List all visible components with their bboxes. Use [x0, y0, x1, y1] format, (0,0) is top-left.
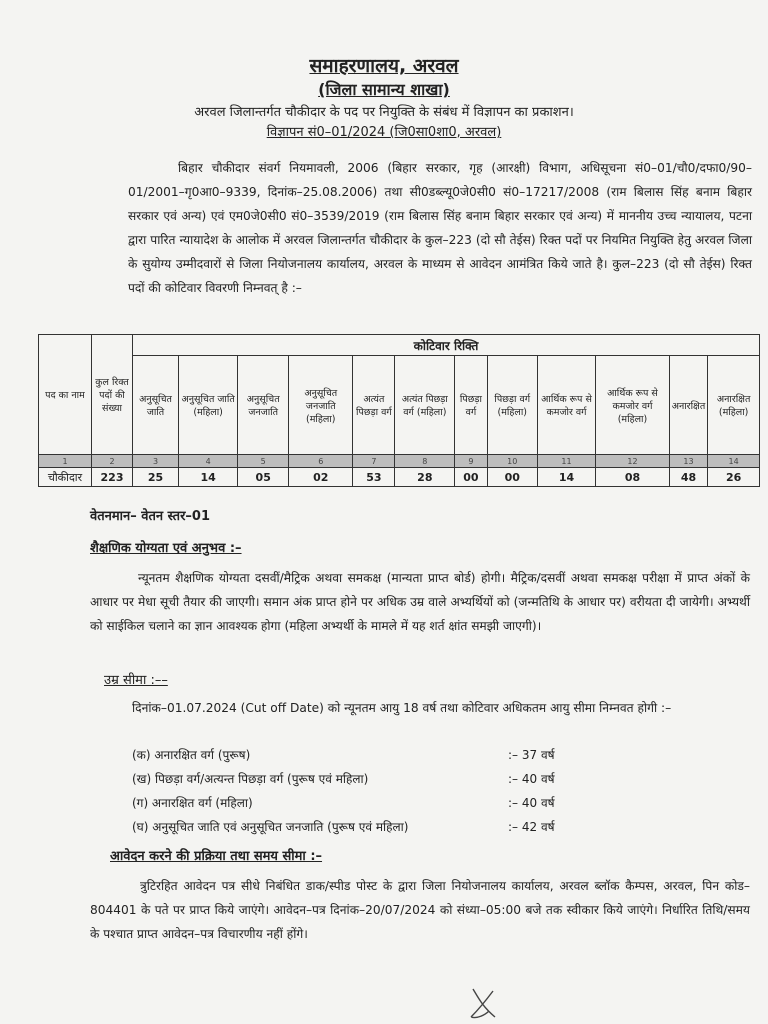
column-index: 11	[537, 455, 595, 468]
column-index: 1	[39, 455, 92, 468]
column-index: 6	[289, 455, 353, 468]
vacancy-value-cell: 25	[133, 468, 179, 487]
age-limit-label: (ख) पिछड़ा वर्ग/अत्यन्त पिछड़ा वर्ग (पुरूष एवं महिला)	[132, 772, 369, 786]
total-cell: 223	[92, 468, 133, 487]
category-group-header: कोटिवार रिक्ति	[133, 335, 760, 356]
post-name-cell: चौकीदार	[39, 468, 92, 487]
category-header: पिछड़ा वर्ग	[455, 356, 488, 455]
vacancy-value-cell: 00	[487, 468, 537, 487]
age-limit-label: (घ) अनुसूचित जाति एवं अनुसूचित जनजाति (पुरूष एवं महिला)	[132, 820, 409, 834]
column-index: 3	[133, 455, 179, 468]
category-header: अत्यंत पिछड़ा वर्ग (महिला)	[395, 356, 455, 455]
age-limit-label: (क) अनारक्षित वर्ग (पुरूष)	[132, 748, 251, 762]
age-limit-label: (ग) अनारक्षित वर्ग (महिला)	[132, 796, 253, 810]
vacancy-value-cell: 08	[596, 468, 669, 487]
age-limit-value: :– 40 वर्ष	[508, 772, 555, 786]
application-text: त्रुटिरहित आवेदन पत्र सीधे निबंधित डाक/स्पीड पोस्ट के द्वारा जिला नियोजनालय कार्यालय, अरवल ब्लॉक कैम्पस, अरवल, पिन कोड–804401 के पते पर प्राप्त किये जाएंगे। आवेदन–पत्र दिनांक–20/07/2024 को संध्या–05:00 बजे तक स्वीकार किये जाएंगे। निर्धारित तिथि/समय के पश्चात प्राप्त आवेदन–पत्र विचारणीय नहीं होंगे।	[90, 879, 750, 941]
category-header: अनुसूचित जनजाति (महिला)	[289, 356, 353, 455]
age-text: दिनांक–01.07.2024 (Cut off Date) को न्यूनतम आयु 18 वर्ष तथा कोटिवार अधिकतम आयु सीमा निम्नवत होगी :–	[132, 701, 672, 715]
category-header: आर्थिक रूप से कमजोर वर्ग	[537, 356, 595, 455]
vacancy-value-cell: 28	[395, 468, 455, 487]
column-index: 9	[455, 455, 488, 468]
vacancy-value-cell: 00	[455, 468, 488, 487]
category-header: अत्यंत पिछड़ा वर्ग	[353, 356, 395, 455]
age-limit-value: :– 40 वर्ष	[508, 796, 555, 810]
vacancy-value-cell: 26	[708, 468, 760, 487]
pay-scale: वेतनमान– वेतन स्तर–01	[90, 509, 210, 524]
category-header: अनारक्षित (महिला)	[708, 356, 760, 455]
application-heading: आवेदन करने की प्रक्रिया तथा समय सीमा :–	[110, 849, 323, 864]
column-index: 10	[487, 455, 537, 468]
vacancy-value-cell: 02	[289, 468, 353, 487]
signature-mark	[465, 985, 505, 1021]
vacancy-value-cell: 53	[353, 468, 395, 487]
age-heading: उम्र सीमा :––	[104, 673, 168, 688]
column-index: 8	[395, 455, 455, 468]
advertisement-number: विज्ञापन सं0–01/2024 (जि0सा0शा0, अरवल)	[266, 125, 502, 140]
vacancy-table	[38, 334, 760, 487]
intro-paragraph: बिहार चौकीदार संवर्ग नियमावली, 2006 (बिहार सरकार, गृह (आरक्षी) विभाग, अधिसूचना सं0–01/चौ0/दफा0/90–01/2001–गृ0आ0–9339, दिनांक–25.08.2006) तथा सी0डब्ल्यू0जे0सी0 सं0–17217/2008 (राम बिलास सिंह बनाम बिहार सरकार एवं अन्य) एवं एम0जे0सी0 सं0–3539/2019 (राम बिलास सिंह बनाम बिहार सरकार एवं अन्य) में माननीय उच्च न्यायालय, पटना द्वारा पारित न्यायादेश के आलोक में अरवल जिलान्तर्गत चौकीदार के कुल–223 (दो सौ तेईस) रिक्त पदों पर नियमित नियुक्ति हेतु अरवल जिला के सुयोग्य उम्मीदवारों से जिला नियोजनालय कार्यालय, अरवल के माध्यम से आवेदन आमंत्रित किये जाते है। कुल–223 (दो सौ तेईस) रिक्त पदों की कोटिवार विवरणी निम्नवत् है :–	[128, 161, 752, 295]
category-header: आर्थिक रूप से कमजोर वर्ग (महिला)	[596, 356, 669, 455]
column-index: 13	[669, 455, 708, 468]
column-index: 14	[708, 455, 760, 468]
subject-line: अरवल जिलान्तर्गत चौकीदार के पद पर नियुक्ति के संबंध में विज्ञापन का प्रकाशन।	[194, 105, 574, 120]
branch-title: (जिला सामान्य शाखा)	[318, 80, 450, 99]
category-header: पिछड़ा वर्ग (महिला)	[487, 356, 537, 455]
column-index: 12	[596, 455, 669, 468]
age-limit-value: :– 37 वर्ष	[508, 748, 555, 762]
column-index: 7	[353, 455, 395, 468]
vacancy-value-cell: 14	[537, 468, 595, 487]
column-index: 5	[238, 455, 289, 468]
category-header: अनुसूचित जाति (महिला)	[179, 356, 238, 455]
category-header: अनारक्षित	[669, 356, 708, 455]
vacancy-value-cell: 05	[238, 468, 289, 487]
age-limit-value: :– 42 वर्ष	[508, 820, 555, 834]
vacancy-value-cell: 48	[669, 468, 708, 487]
column-index: 2	[92, 455, 133, 468]
column-index: 4	[179, 455, 238, 468]
total-header: कुल रिक्त पदों की संख्या	[92, 335, 133, 455]
education-heading: शैक्षणिक योग्यता एवं अनुभव :–	[90, 541, 242, 556]
post-header: पद का नाम	[39, 335, 92, 455]
office-title: समाहरणालय, अरवल	[309, 55, 459, 77]
vacancy-value-cell: 14	[179, 468, 238, 487]
education-text: न्यूनतम शैक्षणिक योग्यता दसवीं/मैट्रिक अथवा समकक्ष (मान्यता प्राप्त बोर्ड) होगी। मैट्रिक/दसवीं अथवा समकक्ष परीक्षा में प्राप्त अंकों के आधार पर मेधा सूची तैयार की जाएगी। समान अंक प्राप्त होने पर अधिक उम्र वाले अभ्यर्थियों को (जन्मतिथि के आधार पर) वरीयता दी जायेगी। अभ्यर्थी को साईकिल चलाने का ज्ञान आवश्यक होगा (महिला अभ्यर्थी के मामले में यह शर्त क्षांत समझी जाएगी)।	[90, 571, 750, 633]
category-header: अनुसूचित जनजाति	[238, 356, 289, 455]
category-header: अनुसूचित जाति	[133, 356, 179, 455]
